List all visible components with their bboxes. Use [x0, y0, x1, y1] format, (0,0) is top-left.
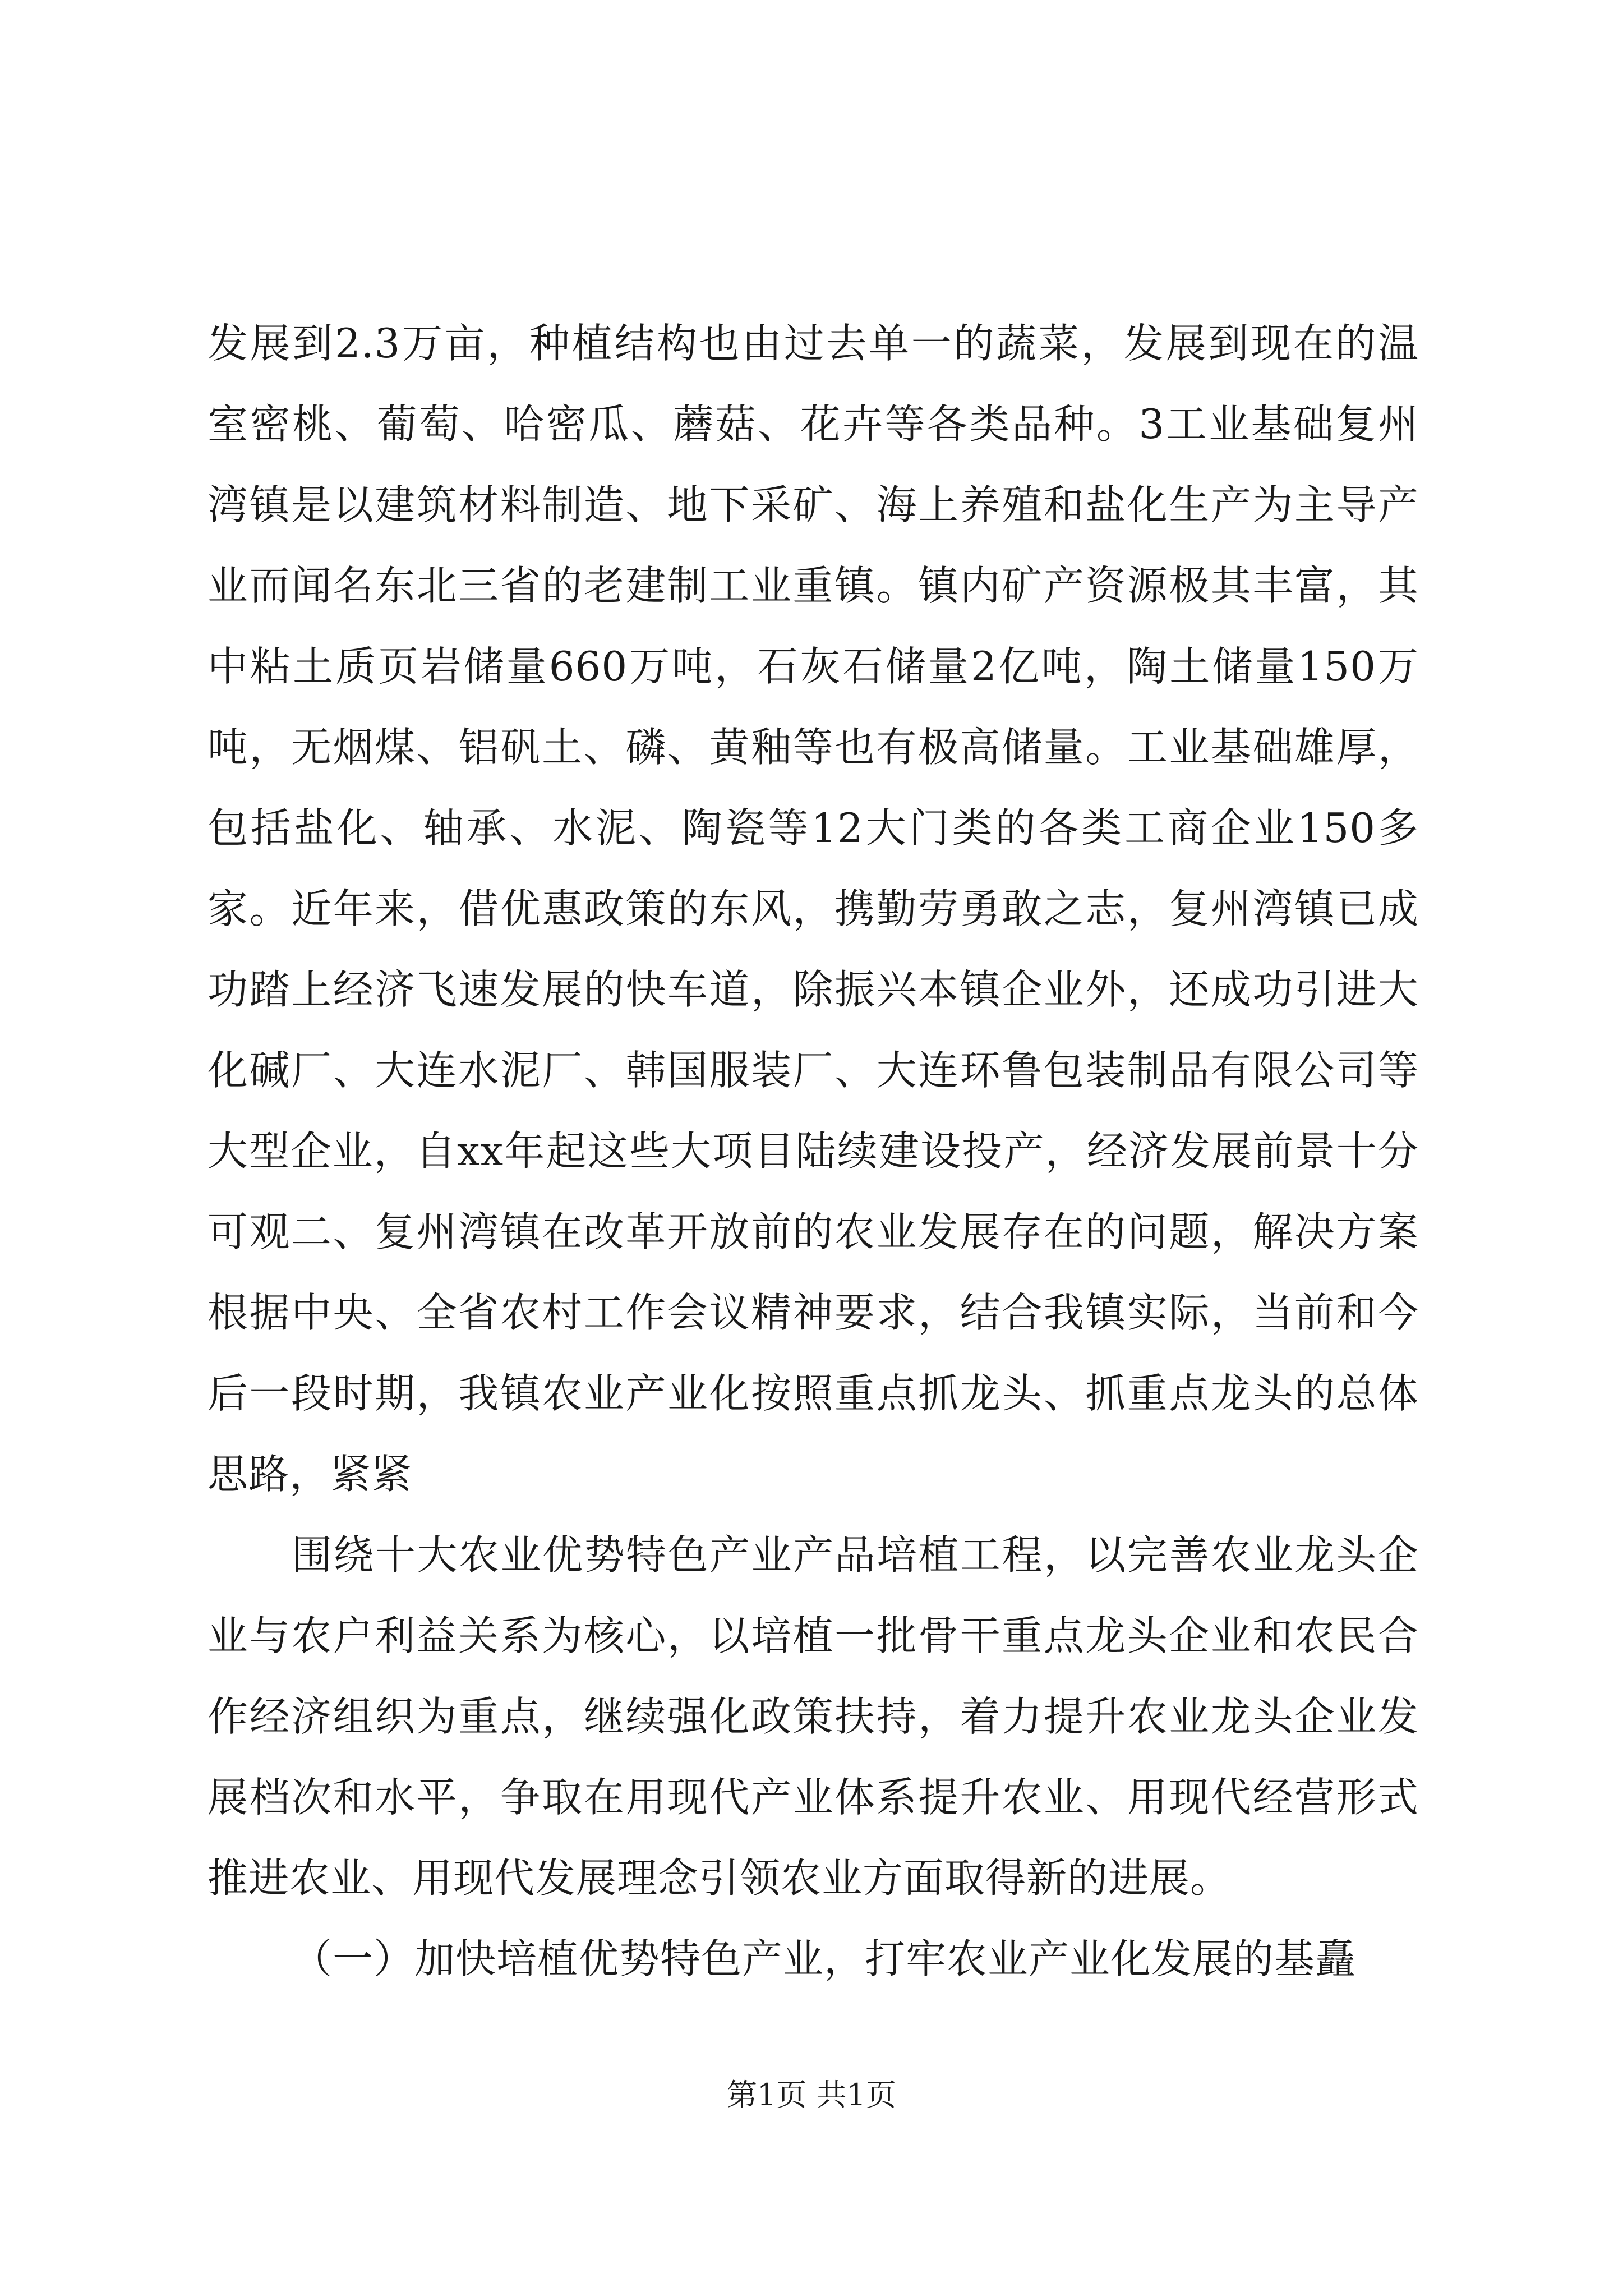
paragraph-2: 围绕十大农业优势特色产业产品培植工程，以完善农业龙头企业与农户利益关系为核心，以培植一批骨干重点龙头企业和农民合作经济组织为重点，继续强化政策扶持，着力提升农业龙头企业发展档次和水平，争取在用现代产业体系提升农业、用现代经营形式推进农业、用现代发展理念引领农业方面取得新的进展。 — [208, 1531, 1419, 1902]
section-heading: （一）加快培植优势特色产业，打牢农业产业化发展的基矗 — [292, 1935, 1357, 1982]
document-body — [208, 303, 1419, 1999]
page-footer: 第1页 共1页 — [727, 2077, 896, 2113]
paragraph-1: 发展到2.3万亩，种植结构也由过去单一的蔬菜，发展到现在的温室密桃、葡萄、哈密瓜、蘑菇、花卉等各类品种。3工业基础复州湾镇是以建筑材料制造、地下采矿、海上养殖和盐化生产为主导产业而闻名东北三省的老建制工业重镇。镇内矿产资源极其丰富，其中粘土质页岩储量660万吨，石灰石储量2亿吨，陶土储量150万吨，无烟煤、铝矾土、磷、黄釉等也有极高储量。工业基础雄厚，包括盐化、轴承、水泥、陶瓷等12大门类的各类工商企业150多家。近年来，借优惠政策的东风，携勤劳勇敢之志，复州湾镇已成功踏上经济飞速发展的快车道，除振兴本镇企业外，还成功引进大化碱厂、大连水泥厂、韩国服装厂、大连环鲁包装制品有限公司等大型企业，自xx年起这些大项目陆续建设投产，经济发展前景十分可观二、复州湾镇在改革开放前的农业发展存在的问题，解决方案根据中央、全省农村工作会议精神要求，结合我镇实际，当前和今后一段时期，我镇农业产业化按照重点抓龙头、抓重点龙头的总体思路，紧紧 — [208, 320, 1419, 1498]
